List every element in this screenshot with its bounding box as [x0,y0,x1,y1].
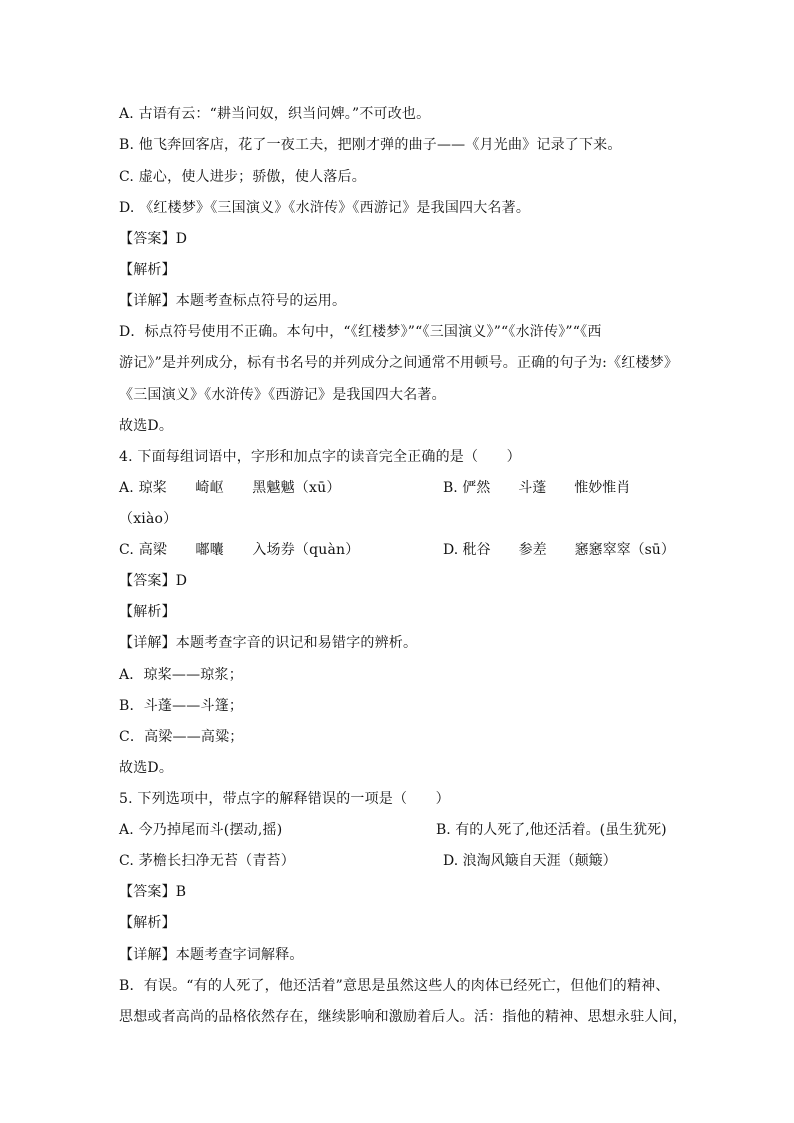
q3-explain-line-1: D．标点符号使用不正确。本句中，“《红楼梦》”“《三国演义》”“《水浒传》”“《西 [119,324,602,340]
q4-analysis-label: 【解析】 [119,604,176,620]
q4-option-b: B. 俨然 斗蓬 惟妙惟肖 [443,480,631,496]
q3-answer: 【答案】D [119,231,188,247]
q4-detail: 【详解】本题考查字音的识记和易错字的辨析。 [119,635,418,651]
q5-option-b: B. 有的人死了,他还活着。(虽生犹死) [436,822,667,838]
q4-answer: 【答案】D [119,573,188,589]
q3-explain-line-3: 《三国演义》《水浒传》《西游记》是我国四大名著。 [119,387,446,403]
q5-option-d: D. 浪淘风簸自天涯（颠簸） [443,853,617,869]
q4-stem: 4. 下面每组词语中，字形和加点字的读音完全正确的是（ ） [119,449,521,465]
q4-fix-b: B．斗蓬——斗篷； [119,698,244,714]
q5-explain-line-1: B．有误。“有的人死了，他还活着”意思是虽然这些人的肉体已经死亡，但他们的精神、 [119,978,670,994]
q5-option-c: C. 茅檐长扫净无苔（青苔） [119,853,295,869]
q3-option-d: D. 《红楼梦》《三国演义》《水浒传》《西游记》是我国四大名著。 [119,200,531,216]
q3-option-b: B. 他飞奔回客店，花了一夜工夫，把刚才弹的曲子——《月光曲》记录了下来。 [119,137,622,153]
q3-option-c: C. 虚心，使人进步；骄傲，使人落后。 [119,169,366,185]
q4-fix-c: C．高梁——高粱； [119,729,244,745]
q3-analysis-label: 【解析】 [119,262,176,278]
q3-option-a: A. 古语有云：“耕当问奴，织当问婢。”不可改也。 [119,106,431,122]
q5-analysis-label: 【解析】 [119,915,176,931]
q4-option-a: A. 琼桨 崎岖 黑魆魆（xū） [119,480,341,496]
q5-option-a: A. 今乃掉尾而斗(摆动,摇) [119,822,283,838]
q4-option-c: C. 高梁 嘟囔 入场券（quàn） [119,542,360,558]
q3-explain-line-2: 游记》”是并列成分，标有书名号的并列成分之间通常不用顿号。正确的句子为:《红楼梦》 [119,355,679,371]
q5-detail: 【详解】本题考查字词解释。 [119,947,304,963]
q5-stem: 5. 下列选项中，带点字的解释错误的一项是（ ） [119,791,450,807]
q3-detail: 【详解】本题考查标点符号的运用。 [119,293,347,309]
q4-fix-a: A．琼桨——琼浆； [119,667,243,683]
q5-explain-line-2: 思想或者高尚的品格依然存在，继续影响和激励着后人。活：指他的精神、思想永驻人间， [119,1009,687,1025]
q5-answer: 【答案】B [119,884,187,900]
q4-option-b-continued: （xiào） [119,511,178,527]
q3-choose: 故选D。 [119,418,174,434]
q4-option-d: D. 秕谷 参差 窸窸窣窣（sū） [443,542,675,558]
q4-choose: 故选D。 [119,760,174,776]
